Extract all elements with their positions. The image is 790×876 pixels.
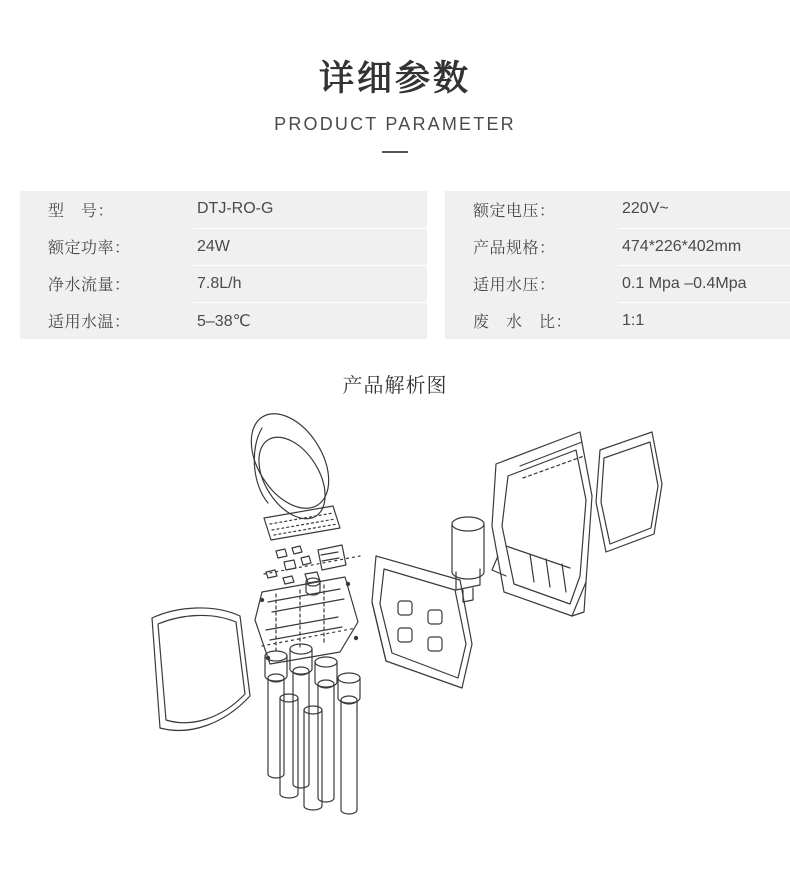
spec-label: 额定电压：	[473, 203, 556, 220]
spec-value: 1:1	[622, 311, 645, 329]
product-exploded-diagram	[0, 406, 790, 876]
spec-value: DTJ-RO-G	[193, 191, 427, 228]
table-row	[20, 191, 790, 228]
spec-label: 适用水温：	[48, 314, 131, 331]
spec-value: 7.8L/h	[193, 265, 427, 302]
spec-value: 5–38℃	[197, 312, 251, 330]
column-gap	[427, 302, 445, 339]
spec-label: 废 水 比：	[473, 314, 573, 331]
table-row	[20, 228, 790, 265]
spec-value: 0.1 Mpa –0.4Mpa	[618, 265, 790, 302]
spec-table-container	[0, 191, 790, 339]
spec-label: 适用水压：	[473, 277, 556, 294]
title-divider	[382, 151, 408, 153]
page-title: 详细参数	[318, 59, 471, 98]
column-gap	[427, 228, 445, 265]
spec-value: 24W	[193, 228, 427, 265]
column-gap	[427, 265, 445, 302]
column-gap	[427, 191, 445, 228]
page-header	[0, 0, 790, 153]
spec-value: 474*226*402mm	[618, 228, 790, 265]
spec-label: 产品规格：	[473, 240, 556, 257]
diagram-caption: 产品解析图	[342, 375, 448, 397]
table-row	[20, 302, 790, 339]
table-row	[20, 265, 790, 302]
spec-table	[20, 191, 790, 339]
exploded-view-illustration	[0, 406, 790, 876]
spec-label: 额定功率：	[48, 240, 131, 257]
spec-label: 型 号：	[48, 203, 115, 220]
spec-label: 净水流量：	[48, 277, 131, 294]
spec-value: 220V~	[618, 191, 790, 228]
page-subtitle: PRODUCT PARAMETER	[274, 114, 516, 134]
